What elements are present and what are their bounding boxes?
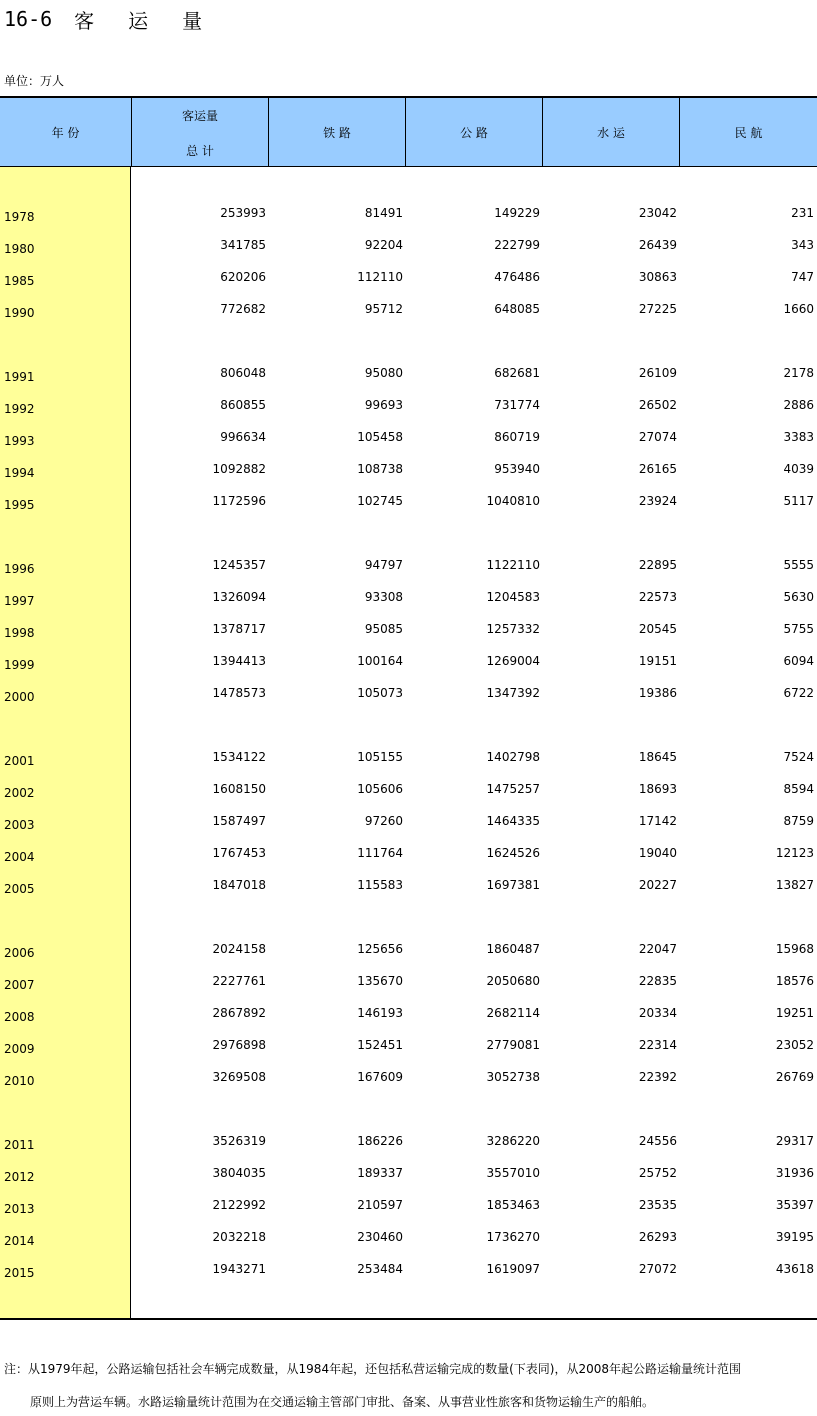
rail-cell: 115583 [357, 878, 403, 892]
title-char: 量 [182, 8, 203, 33]
road-cell: 1619097 [486, 1262, 540, 1276]
water-cell: 18645 [638, 750, 677, 764]
rail-cell: 97260 [364, 814, 403, 828]
water-cell: 23535 [638, 1198, 677, 1212]
table-row [0, 814, 817, 834]
total-cell: 1378717 [212, 622, 266, 636]
table-row [0, 590, 817, 610]
total-cell: 341785 [220, 238, 266, 252]
air-cell: 31936 [775, 1166, 814, 1180]
footnote-line-1: 注：从1979年起，公路运输包括社会车辆完成数量，从1984年起，还包括私营运输完成的数量(下表同)，从2008年起公路运输量统计范围 [4, 1362, 741, 1376]
air-cell: 1660 [783, 302, 814, 316]
air-cell: 4039 [783, 462, 814, 476]
table-row [0, 686, 817, 706]
table-row [0, 1262, 817, 1282]
water-cell: 17142 [638, 814, 677, 828]
total-cell: 3269508 [212, 1070, 266, 1084]
air-cell: 23052 [775, 1038, 814, 1052]
header-road-label: 公 路 [460, 126, 488, 140]
year-cell: 1992 [4, 402, 35, 416]
air-cell: 39195 [775, 1230, 814, 1244]
road-cell: 3052738 [486, 1070, 540, 1084]
road-cell: 1464335 [486, 814, 540, 828]
air-cell: 7524 [783, 750, 814, 764]
table-row [0, 366, 817, 386]
table-row [0, 494, 817, 514]
header-total-sublabel: 总 计 [186, 143, 214, 158]
title-char: 客 [74, 8, 95, 33]
rail-cell: 95085 [364, 622, 403, 636]
header-water-label: 水 运 [597, 126, 625, 140]
table-row [0, 270, 817, 290]
road-cell: 1624526 [486, 846, 540, 860]
rail-cell: 94797 [364, 558, 403, 572]
water-cell: 27225 [638, 302, 677, 316]
air-cell: 5555 [783, 558, 814, 572]
water-cell: 26293 [638, 1230, 677, 1244]
road-cell: 1736270 [486, 1230, 540, 1244]
air-cell: 18576 [775, 974, 814, 988]
total-cell: 1943271 [212, 1262, 266, 1276]
year-cell: 2002 [4, 786, 35, 800]
year-cell: 1995 [4, 498, 35, 512]
page-title [4, 4, 236, 34]
water-cell: 23924 [638, 494, 677, 508]
table-row [0, 1038, 817, 1058]
year-cell: 2013 [4, 1202, 35, 1216]
year-cell: 2010 [4, 1074, 35, 1088]
table-row [0, 1198, 817, 1218]
road-cell: 953940 [494, 462, 540, 476]
header-year-label: 年 份 [51, 126, 80, 140]
year-cell: 2000 [4, 690, 35, 704]
total-cell: 772682 [220, 302, 266, 316]
air-cell: 19251 [775, 1006, 814, 1020]
unit-label: 单位：万人 [4, 74, 65, 88]
header-water [543, 98, 680, 167]
water-cell: 26502 [638, 398, 677, 412]
air-cell: 747 [791, 270, 814, 284]
total-cell: 1172596 [212, 494, 266, 508]
table-row [0, 206, 817, 226]
water-cell: 23042 [638, 206, 677, 220]
road-cell: 1040810 [486, 494, 540, 508]
table-row [0, 1006, 817, 1026]
air-cell: 5117 [783, 494, 814, 508]
year-cell: 2005 [4, 882, 35, 896]
road-cell: 476486 [494, 270, 540, 284]
road-cell: 1860487 [486, 942, 540, 956]
rail-cell: 105073 [357, 686, 403, 700]
rail-cell: 135670 [357, 974, 403, 988]
water-cell: 20227 [638, 878, 677, 892]
total-cell: 1092882 [212, 462, 266, 476]
total-cell: 996634 [220, 430, 266, 444]
road-cell: 860719 [494, 430, 540, 444]
year-cell: 2009 [4, 1042, 35, 1056]
air-cell: 5755 [783, 622, 814, 636]
air-cell: 5630 [783, 590, 814, 604]
total-cell: 2976898 [212, 1038, 266, 1052]
year-cell: 2008 [4, 1010, 35, 1024]
rail-cell: 105155 [357, 750, 403, 764]
table-header [0, 96, 817, 167]
table-row [0, 622, 817, 642]
total-cell: 1587497 [212, 814, 266, 828]
air-cell: 3383 [783, 430, 814, 444]
water-cell: 26439 [638, 238, 677, 252]
year-cell: 1980 [4, 242, 35, 256]
water-cell: 19386 [638, 686, 677, 700]
total-cell: 2024158 [212, 942, 266, 956]
total-cell: 620206 [220, 270, 266, 284]
rail-cell: 111764 [357, 846, 403, 860]
header-total-label: 客运量 [181, 108, 218, 123]
air-cell: 2886 [783, 398, 814, 412]
road-cell: 149229 [494, 206, 540, 220]
header-total [132, 98, 269, 167]
water-cell: 26109 [638, 366, 677, 380]
rail-cell: 186226 [357, 1134, 403, 1148]
air-cell: 29317 [775, 1134, 814, 1148]
water-cell: 22895 [638, 558, 677, 572]
rail-cell: 93308 [364, 590, 403, 604]
table-row [0, 1134, 817, 1154]
year-cell: 1993 [4, 434, 35, 448]
rail-cell: 92204 [364, 238, 403, 252]
table-row [0, 462, 817, 482]
rail-cell: 167609 [357, 1070, 403, 1084]
water-cell: 27072 [638, 1262, 677, 1276]
year-cell: 1985 [4, 274, 35, 288]
road-cell: 2779081 [486, 1038, 540, 1052]
table-row [0, 942, 817, 962]
year-cell: 2003 [4, 818, 35, 832]
table-row [0, 430, 817, 450]
air-cell: 6722 [783, 686, 814, 700]
total-cell: 1478573 [212, 686, 266, 700]
rail-cell: 99693 [364, 398, 403, 412]
water-cell: 27074 [638, 430, 677, 444]
water-cell: 24556 [638, 1134, 677, 1148]
road-cell: 648085 [494, 302, 540, 316]
water-cell: 22314 [638, 1038, 677, 1052]
total-cell: 1245357 [212, 558, 266, 572]
header-rail [269, 98, 406, 167]
table-row [0, 750, 817, 770]
table-row [0, 238, 817, 258]
water-cell: 22047 [638, 942, 677, 956]
table-row [0, 974, 817, 994]
year-cell: 1996 [4, 562, 35, 576]
total-cell: 253993 [220, 206, 266, 220]
water-cell: 22573 [638, 590, 677, 604]
water-cell: 19040 [638, 846, 677, 860]
rail-cell: 146193 [357, 1006, 403, 1020]
rail-cell: 105606 [357, 782, 403, 796]
road-cell: 1402798 [486, 750, 540, 764]
table-row [0, 1230, 817, 1250]
water-cell: 26165 [638, 462, 677, 476]
total-cell: 2032218 [212, 1230, 266, 1244]
table-row [0, 782, 817, 802]
year-cell: 1990 [4, 306, 35, 320]
rail-cell: 230460 [357, 1230, 403, 1244]
table-number: 16-6 [4, 7, 53, 31]
year-cell: 2001 [4, 754, 35, 768]
total-cell: 806048 [220, 366, 266, 380]
total-cell: 2227761 [212, 974, 266, 988]
header-rail-label: 铁 路 [323, 126, 351, 140]
year-cell: 2007 [4, 978, 35, 992]
road-cell: 1475257 [486, 782, 540, 796]
table-bottom-rule [0, 1318, 817, 1320]
table-row [0, 1166, 817, 1186]
total-cell: 2122992 [212, 1198, 266, 1212]
total-cell: 1767453 [212, 846, 266, 860]
rail-cell: 95712 [364, 302, 403, 316]
total-cell: 2867892 [212, 1006, 266, 1020]
total-cell: 860855 [220, 398, 266, 412]
air-cell: 8594 [783, 782, 814, 796]
water-cell: 22835 [638, 974, 677, 988]
header-year [0, 98, 132, 167]
road-cell: 1697381 [486, 878, 540, 892]
road-cell: 1122110 [486, 558, 540, 572]
title-char: 运 [128, 8, 149, 33]
road-cell: 731774 [494, 398, 540, 412]
total-cell: 1608150 [212, 782, 266, 796]
header-road [406, 98, 543, 167]
table-row [0, 398, 817, 418]
air-cell: 231 [791, 206, 814, 220]
year-cell: 2004 [4, 850, 35, 864]
road-cell: 1853463 [486, 1198, 540, 1212]
total-cell: 3526319 [212, 1134, 266, 1148]
header-air-label: 民 航 [734, 126, 763, 140]
year-cell: 1998 [4, 626, 35, 640]
rail-cell: 253484 [357, 1262, 403, 1276]
rail-cell: 81491 [364, 206, 403, 220]
air-cell: 15968 [775, 942, 814, 956]
air-cell: 26769 [775, 1070, 814, 1084]
total-cell: 1326094 [212, 590, 266, 604]
year-cell: 1997 [4, 594, 35, 608]
rail-cell: 100164 [357, 654, 403, 668]
air-cell: 343 [791, 238, 814, 252]
table-row [0, 1070, 817, 1090]
water-cell: 22392 [638, 1070, 677, 1084]
road-cell: 1269004 [486, 654, 540, 668]
rail-cell: 152451 [357, 1038, 403, 1052]
total-cell: 3804035 [212, 1166, 266, 1180]
water-cell: 25752 [638, 1166, 677, 1180]
road-cell: 2682114 [486, 1006, 540, 1020]
road-cell: 1257332 [486, 622, 540, 636]
footnote-line-2: 原则上为营运车辆。水路运输量统计范围为在交通运输主管部门审批、备案、从事营业性旅客和货物运输生产的船舶。 [30, 1395, 655, 1409]
rail-cell: 125656 [357, 942, 403, 956]
air-cell: 6094 [783, 654, 814, 668]
air-cell: 12123 [775, 846, 814, 860]
rail-cell: 95080 [364, 366, 403, 380]
table-row [0, 846, 817, 866]
year-cell: 1999 [4, 658, 35, 672]
year-cell: 2015 [4, 1266, 35, 1280]
table-row [0, 654, 817, 674]
total-cell: 1847018 [212, 878, 266, 892]
road-cell: 1347392 [486, 686, 540, 700]
water-cell: 18693 [638, 782, 677, 796]
road-cell: 2050680 [486, 974, 540, 988]
year-cell: 2011 [4, 1138, 35, 1152]
air-cell: 2178 [783, 366, 814, 380]
year-cell: 1978 [4, 210, 35, 224]
table-row [0, 558, 817, 578]
total-cell: 1394413 [212, 654, 266, 668]
year-cell: 1991 [4, 370, 35, 384]
water-cell: 19151 [638, 654, 677, 668]
road-cell: 3286220 [486, 1134, 540, 1148]
year-cell: 1994 [4, 466, 35, 480]
air-cell: 35397 [775, 1198, 814, 1212]
road-cell: 3557010 [486, 1166, 540, 1180]
year-cell: 2012 [4, 1170, 35, 1184]
rail-cell: 105458 [357, 430, 403, 444]
road-cell: 1204583 [486, 590, 540, 604]
air-cell: 13827 [775, 878, 814, 892]
rail-cell: 108738 [357, 462, 403, 476]
rail-cell: 210597 [357, 1198, 403, 1212]
air-cell: 43618 [775, 1262, 814, 1276]
rail-cell: 102745 [357, 494, 403, 508]
rail-cell: 112110 [357, 270, 403, 284]
water-cell: 30863 [638, 270, 677, 284]
total-cell: 1534122 [212, 750, 266, 764]
rail-cell: 189337 [357, 1166, 403, 1180]
road-cell: 682681 [494, 366, 540, 380]
water-cell: 20334 [638, 1006, 677, 1020]
road-cell: 222799 [494, 238, 540, 252]
table-row [0, 302, 817, 322]
header-air [680, 98, 817, 167]
table-row [0, 878, 817, 898]
year-cell: 2006 [4, 946, 35, 960]
year-cell: 2014 [4, 1234, 35, 1248]
water-cell: 20545 [638, 622, 677, 636]
air-cell: 8759 [783, 814, 814, 828]
